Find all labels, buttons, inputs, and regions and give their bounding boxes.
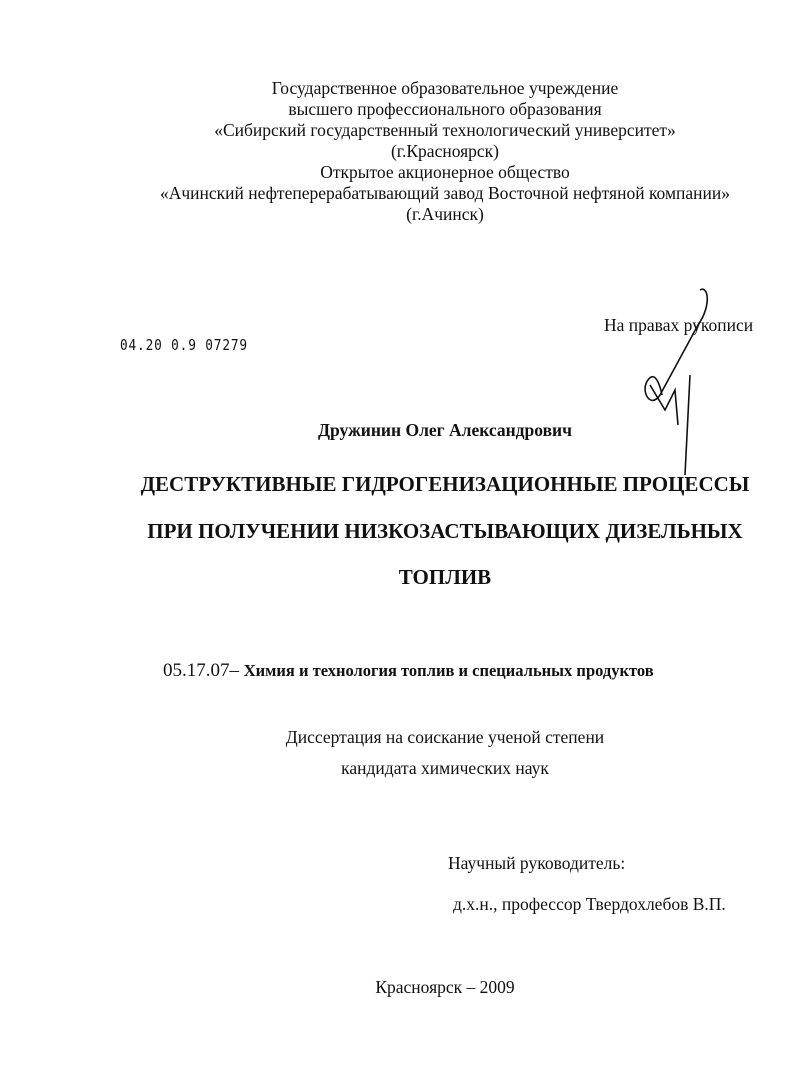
dissertation-title-line: ТОПЛИВ <box>398 565 492 589</box>
degree-line: Диссертация на соискание ученой степени <box>285 727 605 747</box>
specialty <box>163 660 654 682</box>
supervisor-label: Научный руководитель: <box>448 853 626 873</box>
specialty-name: Химия и технология топлив и специальных продуктов <box>243 661 654 680</box>
header-line: высшего профессионального образования <box>288 99 602 119</box>
signature <box>620 285 730 475</box>
dissertation-title-line: ПРИ ПОЛУЧЕНИИ НИЗКОЗАСТЫВАЮЩИХ ДИЗЕЛЬНЫХ <box>147 519 743 543</box>
header-line: «Ачинский нефтеперерабатывающий завод Восточной нефтяной компании» <box>159 183 731 203</box>
header-line: (г.Красноярск) <box>390 141 500 161</box>
library-stamp: 04.20 0.9 07279 <box>120 336 248 354</box>
header-line: Открытое акционерное общество <box>320 162 570 182</box>
degree-line: кандидата химических наук <box>341 758 549 778</box>
dissertation-title-line: ДЕСТРУКТИВНЫЕ ГИДРОГЕНИЗАЦИОННЫЕ ПРОЦЕССЫ <box>140 472 750 496</box>
manuscript-note: На правах рукописи <box>604 315 754 335</box>
place-year: Красноярск – 2009 <box>375 977 515 997</box>
supervisor-name: д.х.н., профессор Твердохлебов В.П. <box>453 894 726 914</box>
author-name: Дружинин Олег Александрович <box>318 420 572 440</box>
header-line: (г.Ачинск) <box>406 204 484 224</box>
specialty-code: 05.17.07– <box>163 660 244 681</box>
header-line: Государственное образовательное учреждение <box>271 78 619 98</box>
header-line: «Сибирский государственный технологический университет» <box>214 120 676 140</box>
